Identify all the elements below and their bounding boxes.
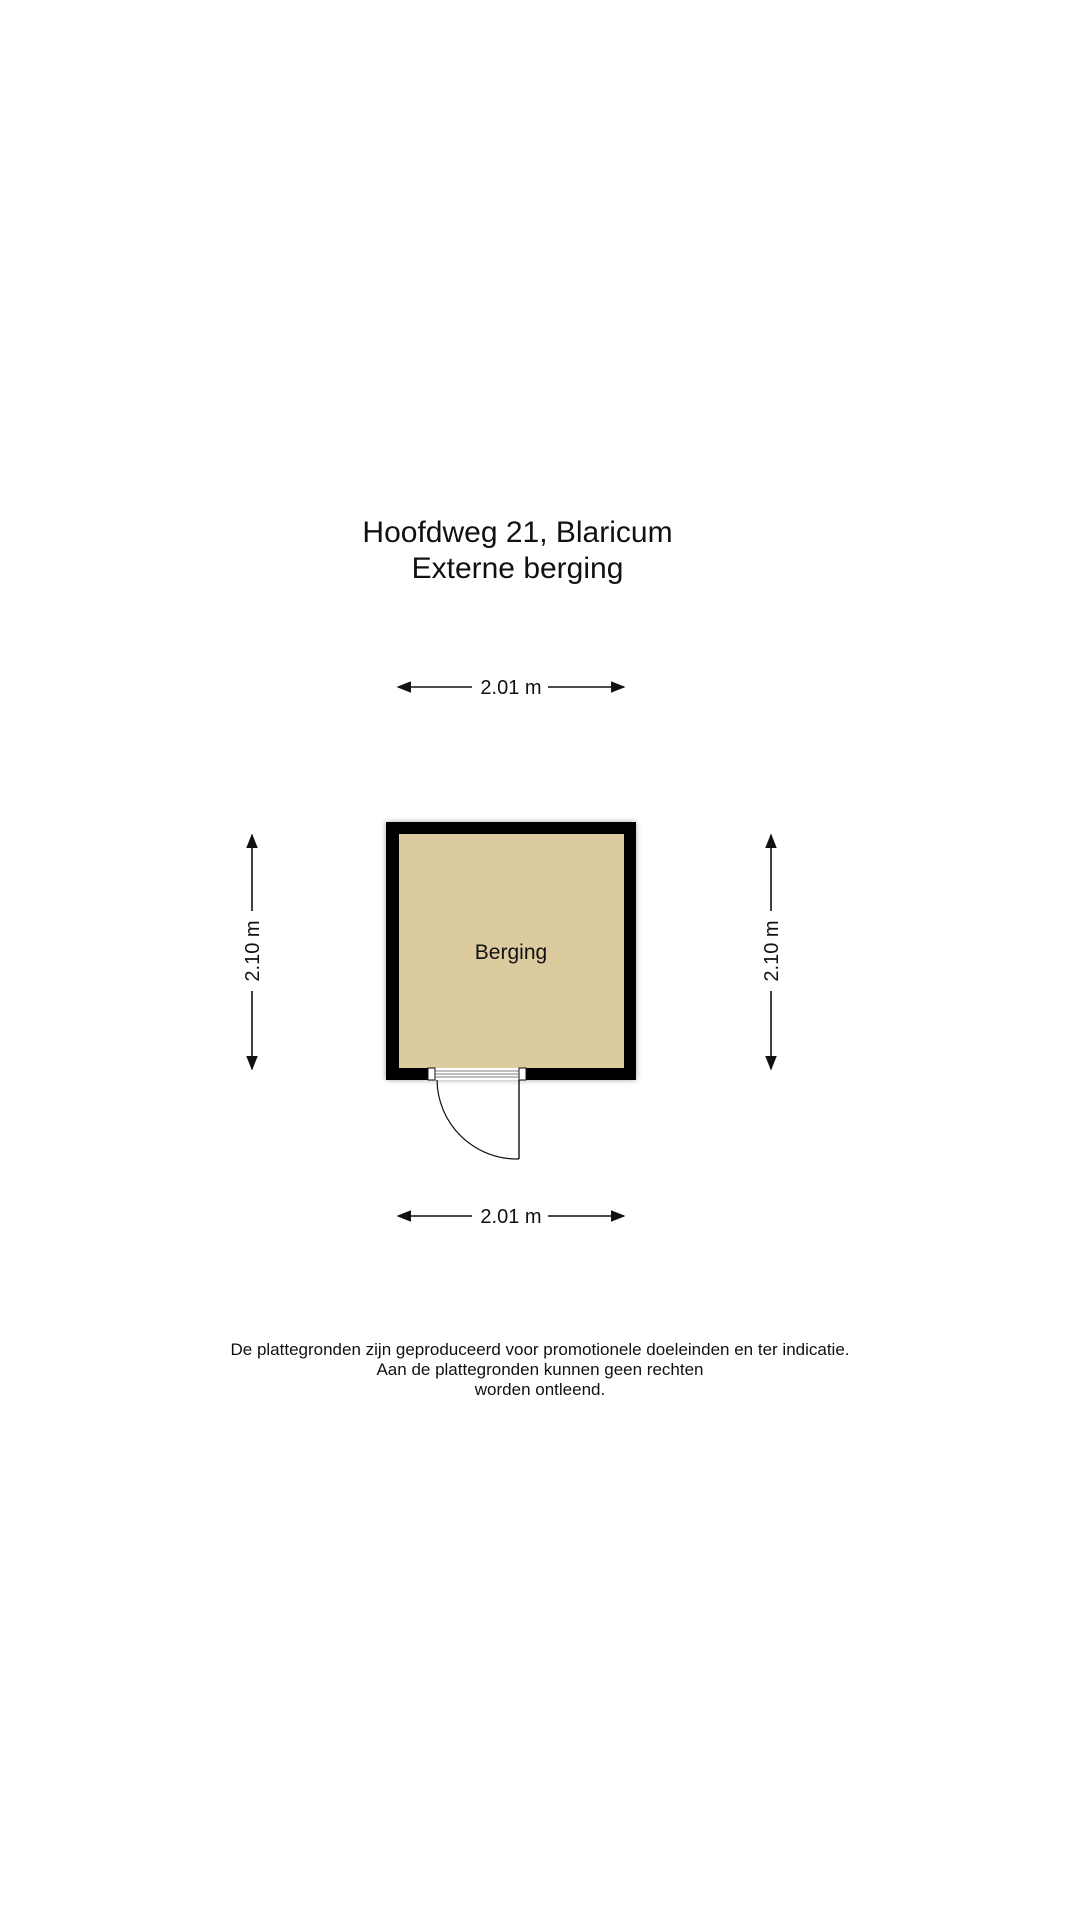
door-jamb-left <box>428 1068 435 1080</box>
disclaimer-line-1: De plattegronden zijn geproduceerd voor promotionele doeleinden en ter indicatie. <box>230 1340 850 1359</box>
disclaimer-line-3: worden ontleend. <box>474 1380 606 1399</box>
dimension-left-label: 2.10 m <box>242 920 264 982</box>
dimension-top <box>398 677 624 699</box>
plan-subtitle: Externe berging <box>411 552 624 585</box>
dimension-right <box>761 835 783 1069</box>
door-swing-arc <box>437 1080 519 1159</box>
door-jamb-right <box>519 1068 526 1080</box>
dimension-bottom <box>398 1206 624 1228</box>
room-berging <box>386 822 636 1080</box>
dimension-left <box>242 835 264 1069</box>
disclaimer <box>0 1340 1080 1400</box>
dimension-right-label: 2.10 m <box>761 920 783 982</box>
address-title: Hoofdweg 21, Blaricum <box>362 516 673 549</box>
room-label: Berging <box>474 941 548 964</box>
door <box>428 1068 526 1159</box>
disclaimer-line-2: Aan de plattegronden kunnen geen rechten <box>376 1360 704 1379</box>
dimension-top-label: 2.01 m <box>480 677 542 699</box>
dimension-bottom-label: 2.01 m <box>480 1206 542 1228</box>
